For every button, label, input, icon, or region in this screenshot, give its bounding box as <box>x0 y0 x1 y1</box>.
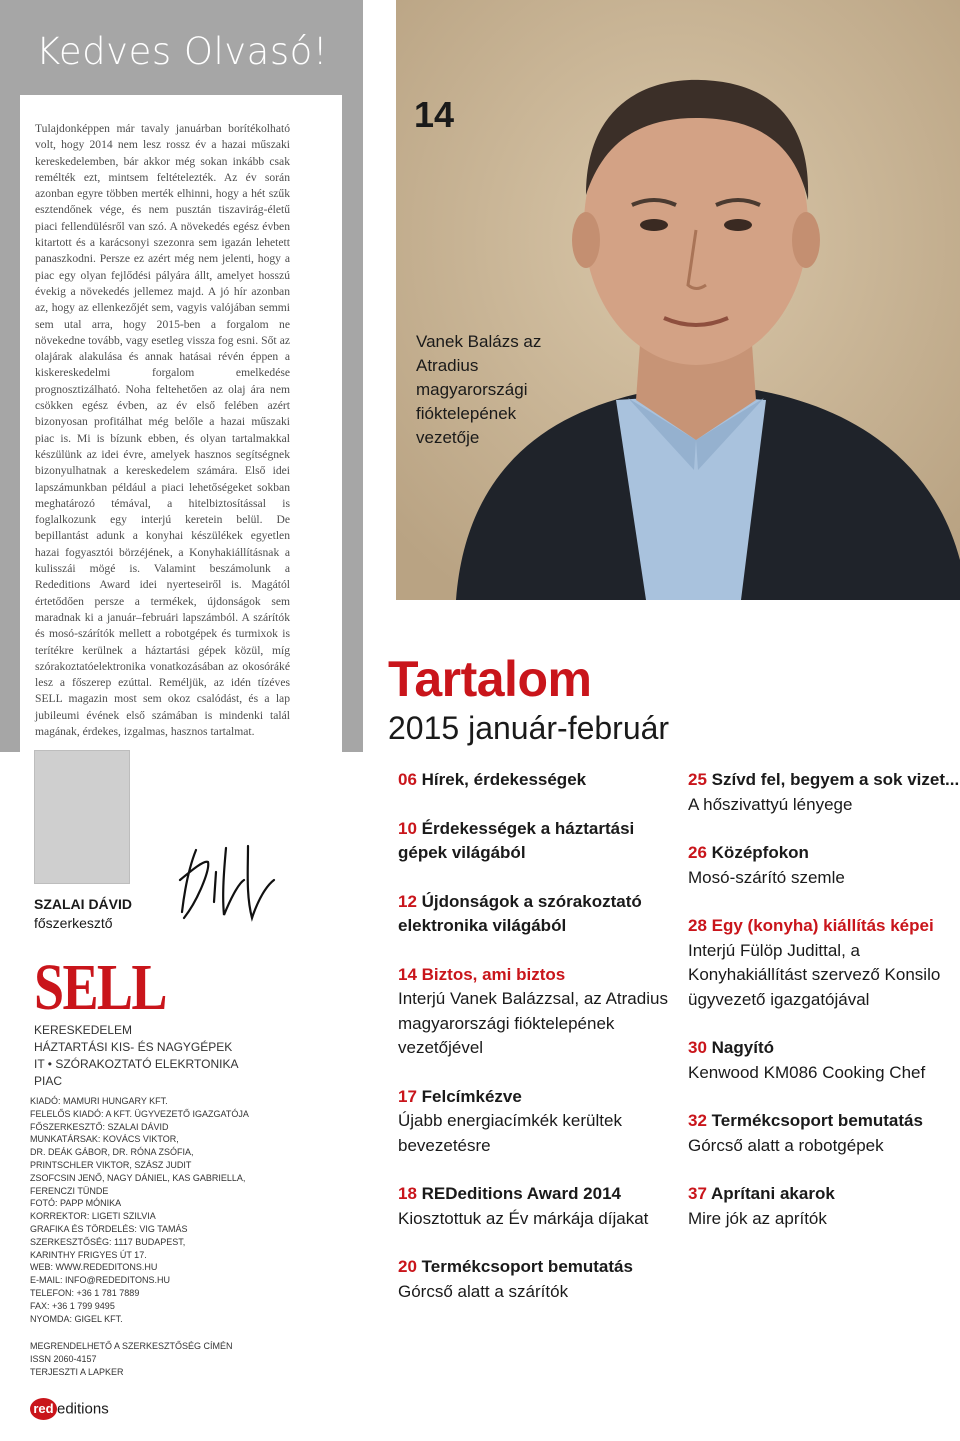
toc-page-number: 12 <box>398 891 417 911</box>
photo-caption: Vanek Balázs az Atradius magyarországi fióktelepének vezetője <box>416 332 542 447</box>
imprint-line: DR. DEÁK GÁBOR, DR. RÓNA ZSÓFIA, <box>30 1147 194 1158</box>
order-info <box>30 1340 233 1378</box>
toc-page-number: 18 <box>398 1184 417 1203</box>
toc-page-number: 32 <box>688 1111 707 1130</box>
imprint-line: FERENCZI TÜNDE <box>30 1185 109 1196</box>
toc-item[interactable] <box>398 817 670 866</box>
imprint-line: MEGRENDELHETŐ A SZERKESZTŐSÉG CÍMÉN <box>30 1341 233 1351</box>
toc-item[interactable] <box>688 841 960 890</box>
toc-item-description: Górcső alatt a robotgépek <box>688 1135 884 1155</box>
sell-tagline <box>34 1022 238 1090</box>
toc-page-number: 20 <box>398 1257 417 1276</box>
imprint-line: FELELŐS KIADÓ: A KFT. ÜGYVEZETŐ IGAZGATÓJA <box>30 1108 249 1119</box>
toc-item-heading <box>398 1255 670 1280</box>
toc-page-number: 37 <box>688 1184 707 1203</box>
toc-item-heading <box>398 768 670 793</box>
toc-item-title: Egy (konyha) kiállítás képei <box>711 916 934 935</box>
toc-item[interactable] <box>688 914 960 1012</box>
editor-name: SZALAI DÁVID <box>34 896 132 912</box>
toc-item-heading <box>688 768 960 793</box>
toc-item[interactable] <box>688 768 960 817</box>
imprint-line: WEB: WWW.REDEDITONS.HU <box>30 1262 158 1273</box>
toc-item-description: Interjú Vanek Balázzsal, az Atradius magyarországi fióktelepének vezetőjével <box>398 989 668 1057</box>
rededitions-logo-text: editions <box>57 1400 109 1418</box>
toc-item[interactable] <box>688 1182 960 1231</box>
tagline-line: KERESKEDELEM <box>34 1023 133 1037</box>
toc-item-title: Aprítani akarok <box>711 1184 835 1203</box>
toc-item-title: Hírek, érdekességek <box>421 770 587 789</box>
toc-item-heading <box>688 1109 960 1134</box>
toc-item[interactable] <box>398 890 670 939</box>
toc-item-title: Érdekességek a háztartási gépek világából <box>398 818 635 862</box>
imprint-line: TERJESZTI A LAPKER <box>30 1366 124 1377</box>
imprint-line: ZSOFCSIN JENŐ, NAGY DÁNIEL, KAS GABRIELLA, <box>30 1172 246 1183</box>
toc-column-left <box>398 768 670 1328</box>
rededitions-logo-red: red <box>30 1398 57 1420</box>
toc-item-title: Nagyító <box>711 1038 774 1057</box>
toc-item-title: Középfokon <box>711 843 809 862</box>
imprint-line: FOTÓ: PAPP MÓNIKA <box>30 1198 122 1209</box>
toc-item-description: Mosó-szárító szemle <box>688 867 845 887</box>
toc-item-description: Górcső alatt a szárítók <box>398 1281 569 1301</box>
toc-item-description: A hőszivattyú lényege <box>688 794 853 814</box>
toc-subtitle: 2015 január-február <box>388 710 670 746</box>
imprint-line: KORREKTOR: LIGETI SZILVIA <box>30 1211 156 1222</box>
toc-item-heading <box>398 817 670 866</box>
toc-item-title: REDeditions Award 2014 <box>421 1184 621 1203</box>
sell-logo: SELL <box>34 951 166 1024</box>
toc-item[interactable] <box>398 1085 670 1159</box>
imprint-line: PRINTSCHLER VIKTOR, SZÁSZ JUDIT <box>30 1159 192 1170</box>
rededitions-logo <box>30 1398 109 1420</box>
left-column <box>0 0 363 1441</box>
toc-item-heading <box>688 841 960 866</box>
toc-item-title: Szívd fel, begyem a sok vizet... <box>711 770 960 789</box>
editor-signature <box>174 840 294 930</box>
toc-page-number: 25 <box>688 770 707 789</box>
imprint-line: E-MAIL: INFO@REDEDITONS.HU <box>30 1275 170 1286</box>
imprint-line: NYOMDA: GIGEL KFT. <box>30 1313 123 1324</box>
tagline-line: IT • SZÓRAKOZTATÓ ELEKRTONIKA <box>34 1057 239 1071</box>
imprint-line: MUNKATÁRSAK: KOVÁCS VIKTOR, <box>30 1134 179 1145</box>
editorial-greeting: Kedves Olvasó! <box>36 30 329 73</box>
toc-item-heading <box>398 1182 670 1207</box>
toc-item-heading <box>398 890 670 939</box>
imprint-line: KARINTHY FRIGYES ÚT 17. <box>30 1249 147 1260</box>
imprint-line: KIADÓ: MAMURI HUNGARY KFT. <box>30 1096 168 1106</box>
toc-item[interactable] <box>398 1182 670 1231</box>
toc-page-number: 26 <box>688 843 707 862</box>
page-number: 14 <box>414 94 455 135</box>
toc-column-right <box>688 768 960 1255</box>
toc-item-heading <box>688 914 960 939</box>
toc-item-heading <box>398 963 670 988</box>
toc-page-number: 14 <box>398 964 417 984</box>
cover-photo <box>396 0 960 600</box>
toc-item[interactable] <box>398 1255 670 1304</box>
toc-item[interactable] <box>398 768 670 793</box>
toc-item-title: Felcímkézve <box>421 1086 522 1106</box>
toc-item-description: Kenwood KM086 Cooking Chef <box>688 1062 926 1082</box>
imprint-line: ISSN 2060-4157 <box>30 1353 97 1364</box>
toc-item-heading <box>398 1085 670 1110</box>
editorial-text: Tulajdonképpen már tavaly januárban borítékolható volt, hogy 2014 nem lesz rossz év a hazai műszaki kereskedelemben, bár akkor még sokan inkább csak remélték ezt, mintsem feltételezték. Az év során azonban egyre többen merték elhinni, hogy a hét szűk esztendőnek vége, és nem pusztán tiszavirág-életű piaci fellendülésről van szó. A növekedés egész évben kitartott és a karácsonyi szezonra sem igazán lehetett panaszkodni. Persze ez azért még nem jelenti, hogy a piac egy olyan fejlődési pályára állt, amelyet hosszú évekig a növekedés jellemez majd. A jó hír azonban az, hogy az ellenkezőjét sem, vagyis valójában semmi sem utal arra, hogy 2015-ben a forgalom ne növekedne tovább, vagy esetleg vissza fog esni. Sőt az olajárak alakulása és annak hatásai révén éppen a kiskereskedelmi forgalom emelkedése prognosztizálható. Noha feltehetően az olaj ára nem csökken egész évben, az év első felében azért bizonyosan profitálhat még belőle a hazai műszaki piac is. Mi is bízunk ebben, és olyan tartalmakkal készülünk az idei évre, amelyek hasznos segítségnek bizonyulhatnak a kereskedelem számára. Első idei lapszámunkban például a piaci lehetőségeket sokban meghatározó témával, a hitelbiztosítással is foglalkozunk egy interjú keretein belül. De bepillantást adunk a konyhai készülékek egyetlen hazai fogyasztói börzéjének, a Konyhakiállításnak a kulisszái mögé is. Valamint beszámolunk a Rededitions Award idei nyerteseiről is. Magától értetődően persze a termékek, újdonságok sem maradnak ki a január–februári lapszámból. A szárítók és mosó-szárítók mellett a robotgépek és turmixok is terítékre kerülnek a háztartási gépek közül, míg szórakoztatóelektronika vonatkozásában az okosóráké lesz a főszerep ezúttal. Reméljük, az idén tízéves SELL magazin most sem okoz csalódást, és a lap jubileumi évének első számában is mindenki talál magának, érdekes, izgalmas, hasznos tartalmat. <box>35 122 290 738</box>
toc-item-description: Interjú Fülöp Judittal, a Konyhakiállítást szervező Konsilo ügyvezető igazgatójával <box>688 940 941 1009</box>
editor-photo <box>34 750 130 884</box>
toc-page-number: 17 <box>398 1086 417 1106</box>
imprint <box>30 1095 249 1325</box>
portrait-illustration <box>396 0 960 600</box>
imprint-line: GRAFIKA ÉS TÖRDELÉS: VIG TAMÁS <box>30 1223 188 1234</box>
toc-item-title: Termékcsoport bemutatás <box>421 1257 633 1276</box>
toc-item[interactable] <box>688 1109 960 1158</box>
toc-item-title: Biztos, ami biztos <box>421 964 566 984</box>
toc-title: Tartalom <box>388 651 592 707</box>
toc-page-number: 30 <box>688 1038 707 1057</box>
toc-item-heading <box>688 1036 960 1061</box>
tagline-line: PIAC <box>34 1074 63 1088</box>
toc-item-title: Újdonságok a szórakoztató elektronika világából <box>398 891 642 935</box>
editor-role: főszerkesztő <box>34 915 113 931</box>
toc-item-description: Újabb energiacímkék kerültek bevezetésre <box>398 1111 622 1155</box>
tagline-line: HÁZTARTÁSI KIS- ÉS NAGYGÉPEK <box>34 1040 233 1054</box>
imprint-line: FŐSZERKESZTŐ: SZALAI DÁVID <box>30 1121 169 1132</box>
toc-page-number: 28 <box>688 916 707 935</box>
toc-item[interactable] <box>688 1036 960 1085</box>
toc-item-title: Termékcsoport bemutatás <box>711 1111 923 1130</box>
toc-item-heading <box>688 1182 960 1207</box>
toc-item-description: Kiosztottuk az Év márkája díjakat <box>398 1208 649 1228</box>
toc-item[interactable] <box>398 963 670 1061</box>
toc-page-number: 10 <box>398 818 417 838</box>
toc-item-description: Mire jók az aprítók <box>688 1208 827 1228</box>
imprint-line: TELEFON: +36 1 781 7889 <box>30 1287 140 1298</box>
toc-page-number: 06 <box>398 770 417 789</box>
imprint-line: SZERKESZTŐSÉG: 1117 BUDAPEST, <box>30 1236 186 1247</box>
imprint-line: FAX: +36 1 799 9495 <box>30 1300 115 1311</box>
